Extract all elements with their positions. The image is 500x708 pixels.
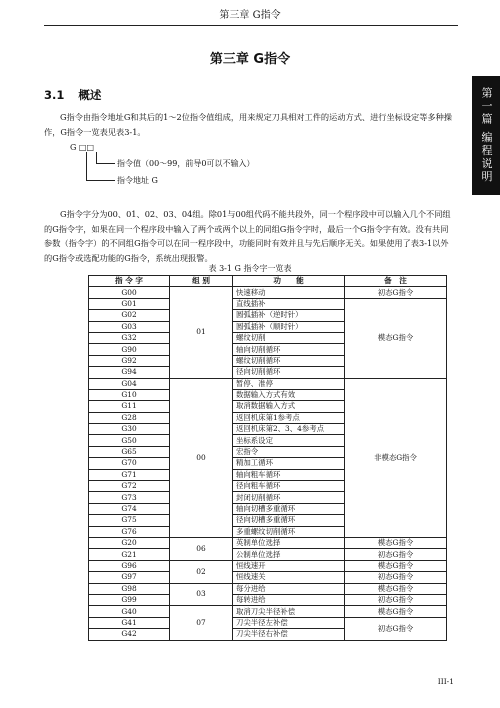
table-row: [89, 583, 447, 594]
cell-note: 初态G指令: [345, 572, 447, 583]
cell-function: 径向切削循环: [233, 367, 345, 378]
cell-code: G11: [89, 401, 170, 412]
col-header-code: 指 令 字: [89, 276, 170, 287]
cell-code: G72: [89, 481, 170, 492]
intro-paragraph: G指令由指令地址G和其后的1～2位指令值组成，用来规定刀具相对工件的运动方式、进行坐标设定等多种操作，G指令一览表见表3-1。: [44, 112, 452, 137]
cell-function: 每转进给: [233, 594, 345, 605]
running-header: 第三章 G指令: [219, 10, 281, 21]
cell-code: G01: [89, 298, 170, 309]
cell-function: 圆弧插补（顺时针）: [233, 321, 345, 332]
g-code-table: [88, 275, 447, 641]
table-row: [89, 537, 447, 548]
cell-function: 取消刀尖半径补偿: [233, 606, 345, 617]
cell-code: G20: [89, 537, 170, 548]
cell-code: G04: [89, 378, 170, 389]
cell-code: G32: [89, 332, 170, 343]
cell-group: 06: [170, 537, 233, 560]
cell-note: 初态G指令: [345, 617, 447, 640]
cell-code: G75: [89, 515, 170, 526]
table-row: [89, 617, 447, 628]
cell-function: 坐标系设定: [233, 435, 345, 446]
cell-code: G74: [89, 503, 170, 514]
cell-function: 取消数据输入方式: [233, 401, 345, 412]
cell-function: 返回机床第1参考点: [233, 412, 345, 423]
cell-function: 返回机床第2、3、4参考点: [233, 424, 345, 435]
table-row: [89, 378, 447, 389]
cell-note: 模态G指令: [345, 298, 447, 378]
table-header-row: [89, 276, 447, 287]
cell-code: G02: [89, 310, 170, 321]
format-bracket-address: [86, 152, 115, 181]
cell-function: 轴向粗车循环: [233, 469, 345, 480]
table-row: [89, 287, 447, 298]
cell-function: 径向切槽多重循环: [233, 515, 345, 526]
cell-note: 初态G指令: [345, 287, 447, 298]
table-row: [89, 549, 447, 560]
table-row: [89, 572, 447, 583]
cell-code: G73: [89, 492, 170, 503]
table-row: [89, 298, 447, 309]
cell-code: G03: [89, 321, 170, 332]
format-code: G □□: [70, 143, 95, 152]
chapter-title: 第三章 G指令: [209, 52, 291, 67]
cell-note: 初态G指令: [345, 549, 447, 560]
cell-code: G28: [89, 412, 170, 423]
cell-group: 03: [170, 583, 233, 606]
cell-code: G41: [89, 617, 170, 628]
side-tab: 第一篇 编程说明: [472, 76, 500, 195]
table-caption: 表 3-1 G 指令字一览表: [208, 264, 292, 273]
cell-note: 初态G指令: [345, 594, 447, 605]
cell-code: G92: [89, 355, 170, 366]
cell-code: G90: [89, 344, 170, 355]
cell-code: G40: [89, 606, 170, 617]
col-header-function: 功 能: [233, 276, 345, 287]
table-row: [89, 560, 447, 571]
cell-code: G76: [89, 526, 170, 537]
cell-function: 直线插补: [233, 298, 345, 309]
cell-function: 圆弧插补（逆时针）: [233, 310, 345, 321]
cell-note: 模态G指令: [345, 583, 447, 594]
cell-function: 螺纹切削循环: [233, 355, 345, 366]
cell-code: G30: [89, 424, 170, 435]
cell-function: 轴向切削循环: [233, 344, 345, 355]
cell-code: G50: [89, 435, 170, 446]
cell-group: 00: [170, 378, 233, 537]
cell-code: G10: [89, 389, 170, 400]
cell-function: 轴向切槽多重循环: [233, 503, 345, 514]
table-row: [89, 606, 447, 617]
cell-code: G65: [89, 446, 170, 457]
cell-note: 模态G指令: [345, 537, 447, 548]
section-number: 3.1: [44, 88, 65, 102]
col-header-note: 备 注: [345, 276, 447, 287]
cell-function: 径向粗车循环: [233, 481, 345, 492]
cell-function: 精加工循环: [233, 458, 345, 469]
cell-function: 封闭切削循环: [233, 492, 345, 503]
cell-function: 快速移动: [233, 287, 345, 298]
format-value-label: 指令值（00～99，前导0可以不输入）: [117, 159, 255, 168]
cell-code: G99: [89, 594, 170, 605]
cell-code: G00: [89, 287, 170, 298]
cell-code: G97: [89, 572, 170, 583]
cell-code: G96: [89, 560, 170, 571]
cell-note: 非模态G指令: [345, 378, 447, 537]
page-number: III-1: [437, 677, 454, 686]
cell-function: 暂停、准停: [233, 378, 345, 389]
cell-code: G71: [89, 469, 170, 480]
cell-function: 公制单位选择: [233, 549, 345, 560]
group-paragraph: G指令字分为00、01、02、03、04组。除01与00组代码不能共段外，同一个程序段中可以输入几个不同组的G指令字，如果在同一个程序段中输入了两个或两个以上的同组G指令字时，最后一个G指令字有效。没有共同参数（指令字）的不同组G指令可以在同一程序段中，功能同时有效并且与先后顺序无关。如果使用了表3-1以外的G指令或选配功能的G指令，系统出现报警。: [44, 209, 451, 263]
cell-function: 英制单位选择: [233, 537, 345, 548]
cell-function: 刀尖半径左补偿: [233, 617, 345, 628]
header-rule: [44, 25, 458, 26]
cell-code: G70: [89, 458, 170, 469]
format-address-label: 指令地址 G: [117, 176, 158, 185]
cell-code: G42: [89, 629, 170, 640]
col-header-group: 组 别: [170, 276, 233, 287]
cell-note: 模态G指令: [345, 606, 447, 617]
cell-note: 模态G指令: [345, 560, 447, 571]
cell-function: 螺纹切削: [233, 332, 345, 343]
cell-group: 07: [170, 606, 233, 640]
cell-function: 每分进给: [233, 583, 345, 594]
cell-code: G21: [89, 549, 170, 560]
cell-function: 恒线速关: [233, 572, 345, 583]
cell-group: 01: [170, 287, 233, 378]
cell-group: 02: [170, 560, 233, 583]
cell-function: 多重螺纹切削循环: [233, 526, 345, 537]
section-heading: [44, 87, 101, 103]
cell-function: 刀尖半径右补偿: [233, 629, 345, 640]
cell-function: 宏指令: [233, 446, 345, 457]
cell-function: 恒线速开: [233, 560, 345, 571]
cell-code: G94: [89, 367, 170, 378]
section-title: 概述: [78, 88, 102, 102]
table-row: [89, 594, 447, 605]
cell-function: 数据输入方式有效: [233, 389, 345, 400]
cell-code: G98: [89, 583, 170, 594]
